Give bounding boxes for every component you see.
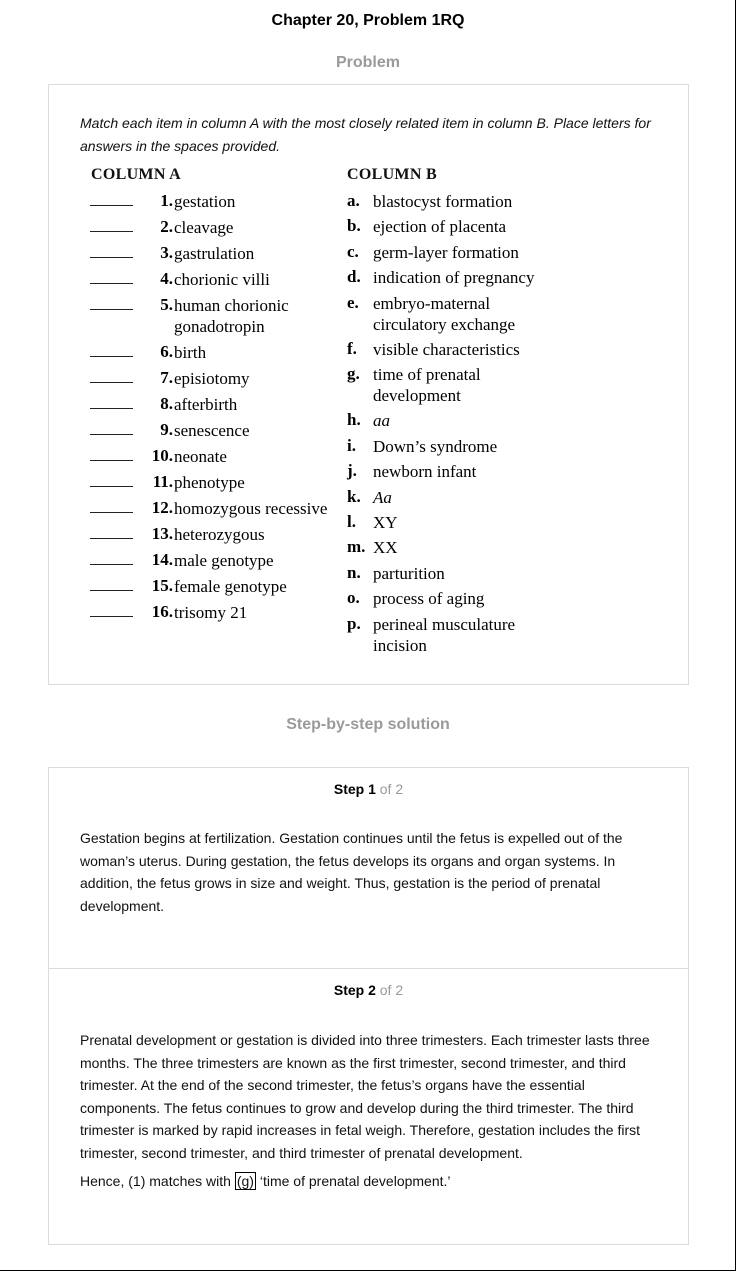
item-letter: j. [347,461,357,480]
column-a-item [90,524,340,548]
item-letter: a. [347,191,360,210]
page-title: Chapter 20, Problem 1RQ [271,12,465,29]
item-text: embryo-maternal circulatory exchange [373,294,516,334]
answer-blank[interactable] [90,257,133,258]
column-a-item [90,269,340,293]
item-text: newborn infant [373,462,477,481]
answer-blank[interactable] [90,564,133,565]
column-a-item [90,295,340,339]
column-a-item [90,472,340,496]
item-text: cleavage [174,218,234,237]
answer-letter-box: (g) [236,1173,254,1189]
column-b-header: COLUMN B [347,166,437,183]
answer-blank[interactable] [90,460,133,461]
item-text: heterozygous [174,525,265,544]
item-number: 3. [160,243,173,262]
item-number: 2. [160,217,173,236]
answer-blank[interactable] [90,434,133,435]
answer-blank[interactable] [90,408,133,409]
answer-blank[interactable] [90,512,133,513]
step-1-text: Gestation begins at fertilization. Gestation continues until the fetus is expelled out of the woman’s uterus. During gestation, the fetus develops its organs and organ systems. In addition, the fetus grows in size and weight. Thus, gestation is the period of prenatal development. [80,830,623,914]
item-text: XX [373,538,398,557]
answer-blank[interactable] [90,382,133,383]
item-text: ejection of placenta [373,217,507,236]
answer-blank[interactable] [90,283,133,284]
solution-heading: Step-by-step solution [286,716,450,733]
answer-blank[interactable] [90,616,133,617]
item-letter: f. [347,339,357,358]
item-text: neonate [174,447,227,466]
answer-blank[interactable] [90,231,133,232]
problem-instructions: Match each item in column A with the most closely related item in column B. Place letters for answers in the spaces provided. [80,115,651,154]
item-number: 9. [160,420,173,439]
item-number: 8. [160,394,173,413]
problem-heading: Problem [335,54,400,71]
item-letter: o. [347,588,360,607]
step-2-text: Prenatal development or gestation is divided into three trimesters. Each trimester lasts three months. The three trimesters are known as the first trimester, second trimester, and third trimester. At the end of the second trimester, the fetus’s organs have the essential components. The fetus continues to grow and develop during the third trimester. The third trimester is marked by rapid increases in fetal weigh. Therefore, gestation includes the first trimester, second trimester, and third trimester of prenatal development. [80,1032,650,1161]
item-text: chorionic villi [174,270,270,289]
answer-prefix: Hence, (1) matches with [80,1173,231,1189]
column-a-item [90,446,340,470]
item-text: gastrulation [174,244,255,263]
item-number: 15. [151,576,173,595]
answer-blank[interactable] [90,205,133,206]
item-text: germ-layer formation [373,243,519,262]
item-text: afterbirth [174,395,238,414]
item-number: 6. [160,342,173,361]
item-number: 5. [160,295,173,314]
item-text: female genotype [174,577,287,596]
solution-box [48,767,689,1245]
answer-blank[interactable] [90,538,133,539]
item-letter: c. [347,242,359,261]
item-text: trisomy 21 [174,603,248,622]
item-letter: i. [347,436,356,455]
item-text: Down’s syndrome [373,437,498,456]
column-a-item [90,243,340,267]
item-letter: e. [347,293,359,312]
answer-suffix: ‘time of prenatal development.’ [259,1173,451,1189]
column-a-item [90,498,340,522]
answer-blank[interactable] [90,486,133,487]
item-text: perineal musculature incision [373,615,516,655]
item-text: senescence [174,421,250,440]
column-a-item [90,394,340,418]
column-a-item [90,420,340,444]
item-text: time of prenatal development [373,365,481,405]
answer-blank[interactable] [90,590,133,591]
item-letter: d. [347,267,361,286]
column-a-header: COLUMN A [91,166,181,183]
item-text: indication of pregnancy [373,268,535,287]
answer-blank[interactable] [90,309,133,310]
item-number: 13. [151,524,173,543]
item-letter: l. [347,512,356,531]
item-text: human chorionic gonadotropin [174,296,289,336]
step-label: Step 2 [333,982,376,998]
item-number: 14. [151,550,173,569]
item-text: XY [373,513,398,532]
column-a-item [90,342,340,366]
item-number: 16. [151,602,173,621]
item-number: 10. [151,446,173,465]
step-2-answer [80,1170,665,1193]
item-text: blastocyst formation [373,192,513,211]
problem-box [48,84,689,685]
item-text: episiotomy [174,369,250,388]
item-text: parturition [373,564,445,583]
column-a-item [90,217,340,241]
step-1-header [49,781,688,797]
item-number: 1. [160,191,173,210]
item-letter: m. [347,537,366,556]
item-text: gestation [174,192,236,211]
item-letter: h. [347,410,361,429]
step-count: of 2 [379,982,404,998]
item-number: 7. [160,368,173,387]
step-count: of 2 [379,781,404,797]
item-text: birth [174,343,207,362]
item-text: phenotype [174,473,245,492]
item-letter: k. [347,487,361,506]
step-2-header [49,982,688,998]
item-number: 11. [152,472,173,491]
column-a-item [90,550,340,574]
item-text: Aa [373,488,392,507]
item-letter: p. [347,614,361,633]
item-letter: b. [347,216,361,235]
item-number: 4. [160,269,173,288]
step-label: Step 1 [333,781,376,797]
item-number: 12. [151,498,173,517]
item-text: process of aging [373,589,485,608]
column-a-item [90,576,340,600]
item-text: male genotype [174,551,274,570]
item-letter: n. [347,563,361,582]
step-divider [49,968,688,969]
item-letter: g. [347,364,360,383]
item-text: aa [373,411,390,430]
item-text: visible characteristics [373,340,520,359]
answer-blank[interactable] [90,356,133,357]
column-a-item [90,191,340,215]
item-text: homozygous recessive [174,499,328,518]
column-a-item [90,368,340,392]
column-a-item [90,602,340,626]
